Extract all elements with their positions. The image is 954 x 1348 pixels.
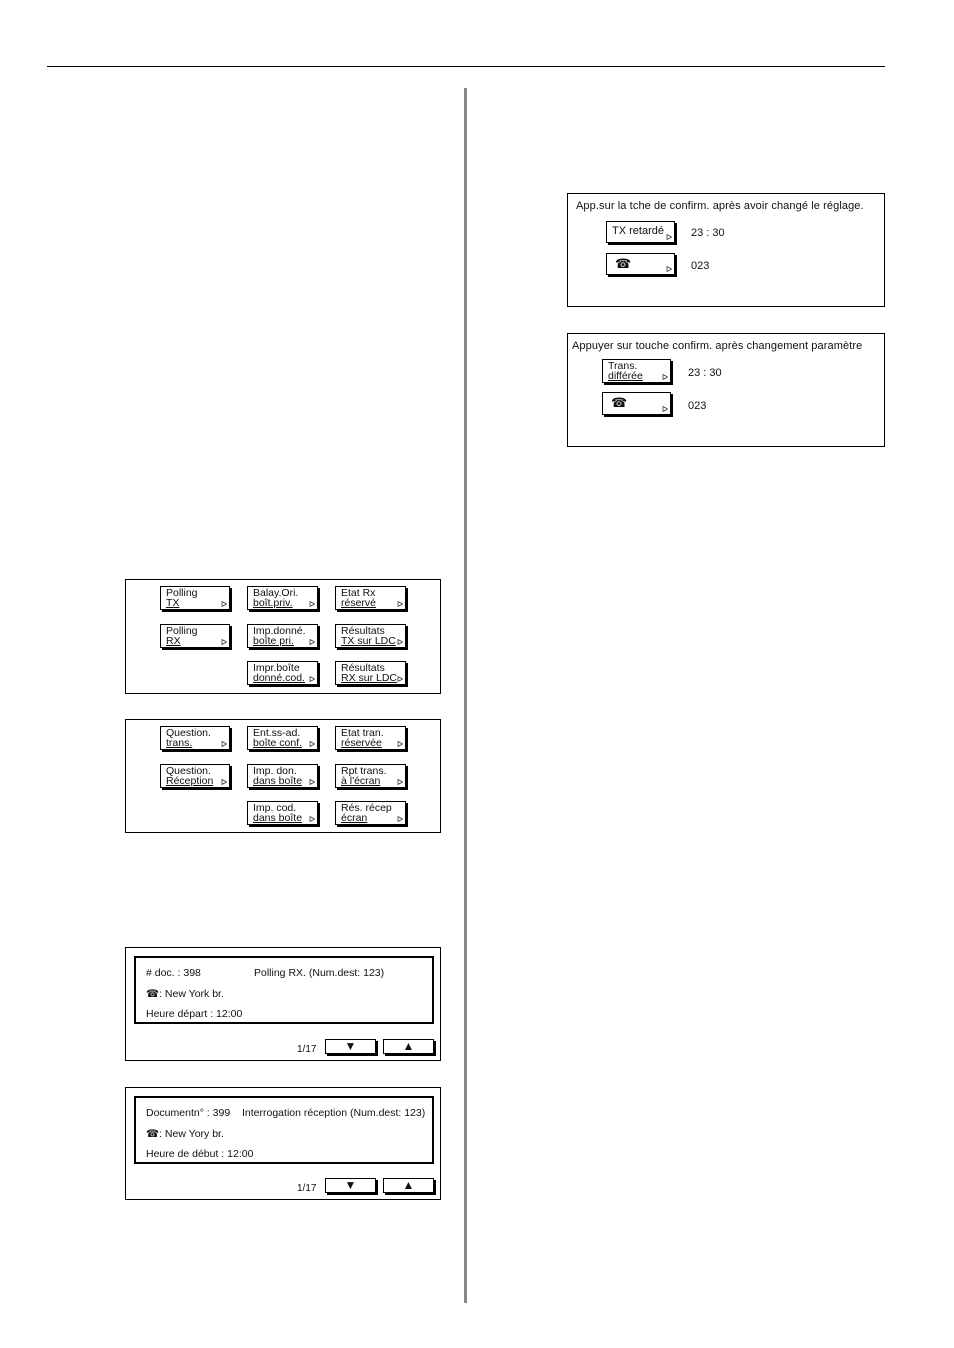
time-value: 23 : 30: [688, 367, 722, 379]
panel-instruction: App.sur la tche de confirm. après avoir changé le réglage.: [576, 200, 864, 212]
box-data-print-button[interactable]: Imp. don. dans boîte ᐅ: [247, 764, 318, 788]
arrow-icon: ᐅ: [220, 778, 227, 787]
phone-icon: ☎: [611, 395, 628, 410]
panel-instruction: Appuyer sur touche confirm. après changement paramètre: [572, 340, 863, 352]
polling-job-panel-en: [125, 947, 441, 1061]
arrow-icon: ᐅ: [220, 638, 227, 647]
destination: ☎: New York br.: [146, 988, 224, 1000]
time-value: 23 : 30: [691, 227, 725, 239]
phone-icon: ☎: [146, 1128, 160, 1140]
scroll-down-button[interactable]: ▼: [325, 1039, 376, 1054]
arrow-icon: ᐅ: [396, 778, 403, 787]
destination: ☎: New Yory br.: [146, 1128, 224, 1140]
destination-value: 023: [691, 260, 710, 272]
tx-report-screen-button[interactable]: Rpt trans. à l'écran ᐅ: [335, 764, 406, 788]
arrow-icon: ᐅ: [308, 740, 315, 749]
rx-results-lcd-button[interactable]: Résultats RX sur LDC ᐅ: [335, 661, 406, 685]
rx-results-screen-button[interactable]: Rés. récep écran ᐅ: [335, 801, 406, 825]
document-number: Documentn° : 399: [146, 1107, 231, 1119]
start-time: Heure de début : 12:00: [146, 1148, 254, 1160]
delayed-tx-button[interactable]: Trans. différée ᐅ: [602, 359, 671, 383]
delayed-tx-panel-fr: [567, 333, 885, 447]
polling-menu-panel-en: [125, 579, 441, 694]
destination-button[interactable]: [602, 392, 671, 415]
reserved-rx-status-button[interactable]: Etat Rx réservé ᐅ: [335, 586, 406, 610]
arrow-icon: ᐅ: [661, 373, 668, 382]
confidential-box-subaddress-button[interactable]: Ent.ss-ad. boîte conf. ᐅ: [247, 726, 318, 750]
arrow-icon: ᐅ: [396, 638, 403, 647]
column-divider: [464, 88, 467, 1303]
scroll-down-button[interactable]: ▼: [325, 1178, 376, 1193]
arrow-icon: ᐅ: [220, 740, 227, 749]
arrow-icon: ᐅ: [396, 600, 403, 609]
page-counter: 1/17: [297, 1183, 317, 1194]
job-info-box: [134, 956, 434, 1024]
arrow-icon: ᐅ: [665, 233, 672, 242]
arrow-icon: ᐅ: [396, 815, 403, 824]
polling-menu-panel-fr: [125, 719, 441, 833]
private-box-scan-button[interactable]: Balay.Ori. boît.priv. ᐅ: [247, 586, 318, 610]
arrow-icon: ᐅ: [308, 778, 315, 787]
arrow-icon: ᐅ: [661, 405, 668, 414]
arrow-icon: ᐅ: [220, 600, 227, 609]
polling-tx-button[interactable]: Question. trans. ᐅ: [160, 726, 230, 750]
job-info-box: [134, 1096, 434, 1164]
phone-icon: ☎: [615, 256, 632, 271]
arrow-icon: ᐅ: [308, 675, 315, 684]
polling-rx-button[interactable]: Polling RX ᐅ: [160, 624, 230, 648]
arrow-icon: ᐅ: [308, 600, 315, 609]
polling-mode: Interrogation réception (Num.dest: 123): [242, 1107, 426, 1119]
delayed-tx-button[interactable]: TX retardé ᐅ: [606, 221, 675, 243]
arrow-icon: ᐅ: [308, 815, 315, 824]
scroll-up-button[interactable]: ▲: [383, 1178, 434, 1193]
encrypted-box-print-button[interactable]: Imp. cod. dans boîte ᐅ: [247, 801, 318, 825]
reserved-tx-status-button[interactable]: Etat tran. réservée ᐅ: [335, 726, 406, 750]
document-number: # doc. : 398: [146, 967, 201, 979]
polling-job-panel-fr: [125, 1087, 441, 1200]
delayed-tx-panel-en: [567, 193, 885, 307]
start-time: Heure départ : 12:00: [146, 1008, 243, 1020]
tx-results-lcd-button[interactable]: Résultats TX sur LDC ᐅ: [335, 624, 406, 648]
arrow-icon: ᐅ: [308, 638, 315, 647]
page-counter: 1/17: [297, 1044, 317, 1055]
arrow-icon: ᐅ: [396, 740, 403, 749]
destination-value: 023: [688, 400, 707, 412]
polling-rx-button[interactable]: Question. Réception ᐅ: [160, 764, 230, 788]
arrow-icon: ᐅ: [665, 265, 672, 274]
scroll-up-button[interactable]: ▲: [383, 1039, 434, 1054]
header-rule: [47, 66, 885, 67]
polling-mode: Polling RX. (Num.dest: 123): [254, 967, 385, 979]
private-box-print-button[interactable]: Imp.donné. boîte pri. ᐅ: [247, 624, 318, 648]
destination-button[interactable]: [606, 253, 675, 275]
polling-tx-button[interactable]: Polling TX ᐅ: [160, 586, 230, 610]
arrow-icon: ᐅ: [396, 675, 403, 684]
phone-icon: ☎: [146, 988, 160, 1000]
encrypted-box-print-button[interactable]: Impr.boîte donné.cod. ᐅ: [247, 661, 318, 685]
